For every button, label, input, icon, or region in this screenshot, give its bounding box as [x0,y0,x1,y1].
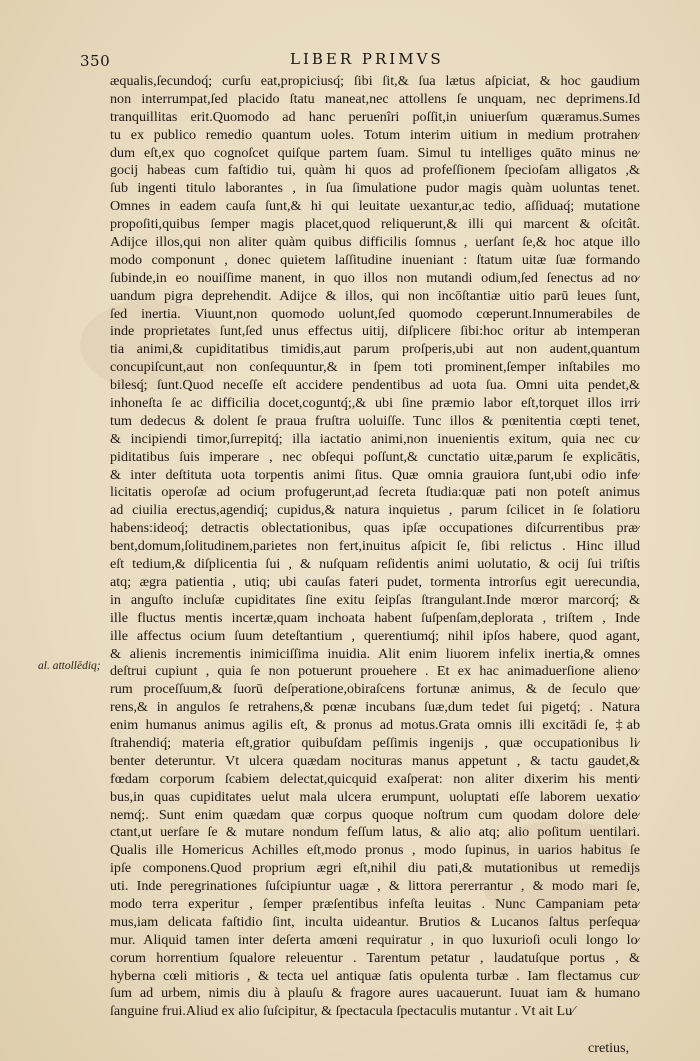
text-line: bent,domum,ſolitudinem,parietes non fert,inuitus aſpicit ſe, ſibi relictus . Hinc illud [110,538,640,555]
text-line: ſubinde,in eo nouiſſime manent, in quo illos non mutandi odium,ſed ſenectus ad no⁄ [110,269,640,286]
text-line: modo componunt , donec quietem laſſitudine inueniant : ſtatum uitæ ſuæ formando [110,251,640,268]
text-line: atq; ægra patientia , utiq; ubi cauſas fateri pudet, tormenta introrſus egit uerecundia, [110,573,640,590]
text-line: dum eſt,ex quo cognoſcet quiſque partem ſuam. Simul tu intelliges quāto minus ne⁄ [110,144,640,161]
text-line: mus,iam delicata faſtidio ſint, inculta uideantur. Brutios & Lucanos ſaltus perſequa⁄ [110,913,640,930]
marginal-note: al. attollēdiq; [38,660,101,672]
text-line: Qualis ille Homericus Achilles eſt,modo pronus , modo ſupinus, in uarios habitus ſe [110,842,640,859]
text-line: mur. Aliquid tamen inter deſerta amœni requiratur , in quo luxurioſi oculi longo lo⁄ [110,931,640,948]
text-line: ſed inertia. Viuunt,non quomodo uolunt,ſed quomodo cœperunt.Innumerabiles de [110,305,640,322]
text-line: & inter deſtituta uota torpentis animi ſitus. Quæ omnia grauiora ſunt,ubi odio infe⁄ [110,466,640,483]
text-line: benter deteruntur. Vt ulcera quædam nocituras manus appetunt , & tactu gaudet,& [110,752,640,769]
text-line: tu ex publico remedio quantum uoles. Totum interim uitium in medium protrahen⁄ [110,126,640,143]
text-line: licitatis operoſæ ad ocium profugerunt,ad ſecreta ſtudia:quæ pati non poteſt animus [110,484,640,501]
catchword: cretius, [588,1040,630,1056]
text-line: nemq́;. Sunt enim quædam quæ corpus quoque noſtrum cum quodam dolore dele⁄ [110,806,640,823]
text-line: ſum ad urbem, nimis diu à plauſu & fragore aures uacauerunt. Iuuat iam & humano [110,985,640,1002]
text-line: ſub ingenti titulo laborantes , in ſua ſimulatione pudor magis quàm uoluntas tenet. [110,180,640,197]
text-line: & alienis incrementis inimiciſſima inuidia. Alit enim liuorem infelix inertia,& omnes [110,645,640,662]
text-line: rum proceſſuum,& ſuorū deſperatione,obiraſcens fortunæ animus, & de ſeculo que⁄ [110,681,640,698]
text-line: corum horrentium ſqualore releuentur . Tarentum petatur , laudatuſque portus , & [110,949,640,966]
running-head: LIBER PRIMVS [290,50,444,68]
text-line: ſtrahendiq́; materia eſt,gratior quibuſdam peſſimis ingenijs , quæ occupationibus li⁄ [110,734,640,751]
text-line: ad ciuilia erectus,agendiq́; cupidus,& natura inquietus , parum ſcilicet in ſe ſolatioru [110,502,640,519]
text-line: ille fluctus mentis incertæ,quam inchoata habent ſuſpenſam,deplorata , triſtem , Inde [110,609,640,626]
text-line: deſtrui cupiunt , quia ſe non potuerunt prouehere . Et ex hac animaduerſione alieno⁄ [110,663,640,680]
text-line: propoſiti,quibus ſemper magis placet,quod reliquerunt,& illi qui marcent & oſcitât. [110,216,640,233]
text-line: & incipiendi timor,ſurrepitq́; illa iactatio animi,non inuenientis exitum, quia nec cu⁄ [110,430,640,447]
text-line: uti. Inde peregrinationes ſuſcipiuntur uagæ , & littora pererrantur , & modo mari ſe, [110,878,640,895]
text-line: tia animi,& cupiditatibus timidis,aut parum proſperis,ubi aut non audent,quantum [110,341,640,358]
text-line: non interrumpat,ſed placido ſtatu maneat,nec attollens ſe unquam, nec deprimens.Id [110,90,640,107]
text-line: rens,& in angulos ſe retrahens,& pœnæ incubans ſuæ,dum tedet ſui pigetq́; . Natura [110,699,640,716]
text-line: uandum pigra deprehendit. Adijce & illos, qui non incōſtantiæ uitio parū leues ſunt, [110,287,640,304]
text-line: bilesq́; ſunt.Quod neceſſe eſt accidere pendentibus ad uota ſua. Omni uita pendet,& [110,377,640,394]
page-number: 350 [80,52,111,70]
text-line: tum dedecus & dolent ſe praua fruſtra uoluiſſe. Tunc illos & pœnitentia cœpti tenet, [110,412,640,429]
text-line: bus,in quas cupiditates uelut mala ulcera erumpunt, uoluptati eſſe laborem uexatio⁄ [110,788,640,805]
text-line: fœdam corporum ſcabiem delectat,quicquid exaſperat: non aliter dixerim his menti⁄ [110,770,640,787]
text-line: Omnes in eadem cauſa ſunt,& hi qui leuitate uexantur,ac tedio, aſſiduaq́; mutatione [110,198,640,215]
text-line: Adijce illos,qui non aliter quàm quibus difficilis ſomnus , uerſant ſe,& hoc atque illo [110,234,640,251]
text-line: concupiſcunt,aut non conſequuntur,& in ſpem toti prominent,ſemper inſtabiles mo [110,359,640,376]
text-line: ipſe componens.Quod proprium ægri eſt,nihil diu pati,& mutationibus ut remedijs [110,860,640,877]
text-line: habens:ideoq́; detractis oblectationibus, quas ipſæ occupationes diſcurrentibus præ⁄ [110,520,640,537]
text-line: tranquillitas erit.Quomodo ad hanc peruenîri poſſit,in uniuerſum quæramus.Sumes [110,108,640,125]
text-line: inhoneſta ſe ac difficilia docet,coguntq́;,& ubi ſine præmio labor eſt,torquet illos irri⁄ [110,395,640,412]
main-text [110,73,640,1021]
text-line: æqualis,ſecundoq́; curſu eat,propiciusq́; ſibi ſit,& ſua lætus aſpiciat, & hoc gaudium [110,73,640,89]
text-line: inde proprietates ſunt,ſed unus effectus uitij, diſplicere ſibi:hoc oritur ab intemperan [110,323,640,340]
text-line: ſanguine frui.Aliud ex alio ſuſcipitur, & ſpectacula ſpectaculis mutantur . Vt ait Lu⁄ [110,1003,575,1020]
text-line: in anguſto incluſæ cupiditates ſine exitu ſeipſas ſtrangulant.Inde mœror marcorq́; & [110,591,640,608]
text-line: ctant,ut uerſare ſe & mutare nondum feſſum latus, & alio atq; alio poſitum uentilari. [110,824,640,841]
text-line: piditatibus ſuis imperare , nec obſequi poſſunt,& cunctatio uitæ,parum ſe explicātis, [110,448,640,465]
text-line: modo terra experitur , ſemper præſentibus infeſta leuitas . Nunc Campaniam peta⁄ [110,895,640,912]
text-line: hyberna cœli mitioris , & tecta uel antiquæ ſatis opulenta turbæ . Iam flectamus cur⁄ [110,967,640,984]
text-line: gocij habeas cum faſtidio tui, quàm hi quos ad profeſſionem ſpecioſam alligatos ,& [110,162,640,179]
text-line: enim humanus animus agilis eſt, & pronus ad motus.Grata omnis illi excitādi ſe, ‡ab [110,717,640,734]
text-line: eſt tedium,& diſplicentia ſui , & nuſquam reſidentis animi uolutatio, & ocij ſui triſtis [110,556,640,573]
text-line: ille affectus ocium ſuum deteſtantium , querentiumq́; nihil ipſos habere, quod agant, [110,627,640,644]
